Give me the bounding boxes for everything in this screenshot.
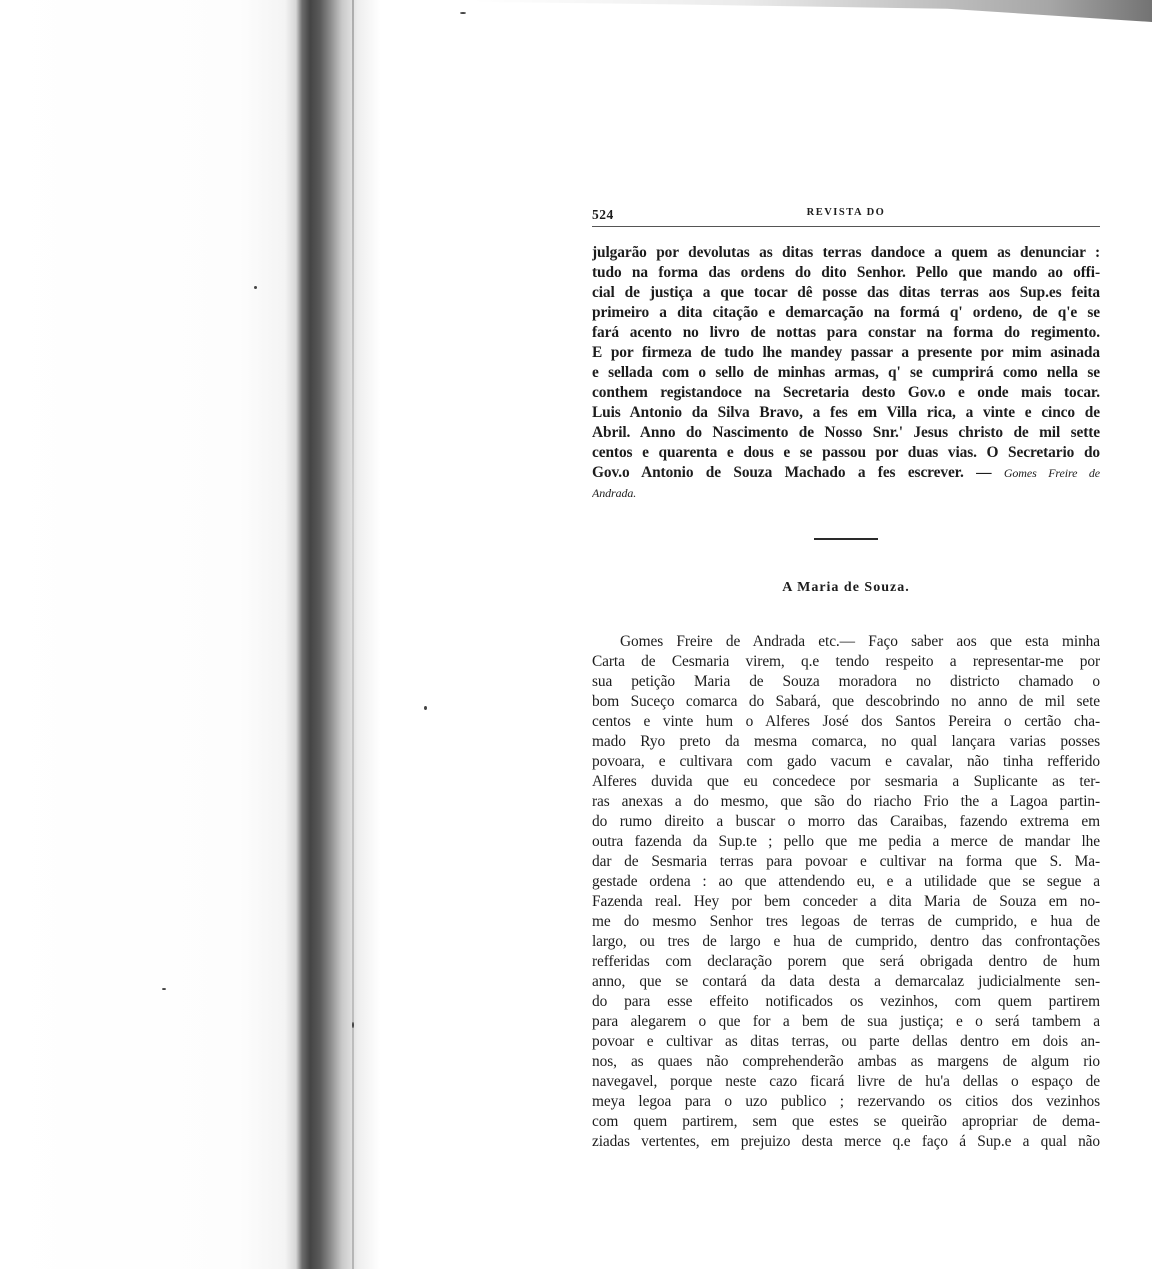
line-text: bom Suceço comarca do Sabará, que descobrindo no anno de mil sete	[592, 693, 1100, 710]
line-text: Alferes duvida que eu concedece por sesmaria a Suplicante as ter-	[592, 773, 1100, 790]
text-line	[592, 423, 1100, 443]
text-line	[592, 1072, 1100, 1092]
line-text: dar de Sesmaria terras para povoar e cultivar na forma que S. Ma-	[592, 853, 1100, 870]
text-line	[592, 1032, 1100, 1052]
text-line	[592, 852, 1100, 872]
line-text: Luis Antonio da Silva Bravo, a fes em Villa rica, a vinte e cinco de	[592, 404, 1100, 421]
text-line	[592, 383, 1100, 403]
running-head	[592, 200, 1100, 227]
book-gutter-shadow	[0, 0, 380, 1269]
journal-title: REVISTA DO	[806, 207, 886, 218]
text-line	[592, 263, 1100, 283]
scan-speck	[254, 286, 257, 289]
line-text: gestade ordena : ao que attendendo eu, e a utilidade que se segue a	[592, 873, 1100, 890]
section-separator	[814, 538, 878, 540]
text-line	[592, 483, 1100, 503]
line-text: primeiro a dita citação e demarcação na formá q' ordeno, de q'e se	[592, 304, 1100, 321]
scan-speck	[460, 12, 466, 14]
line-text: mado Ryo preto da mesma comarca, no qual lançara varias posses	[592, 733, 1100, 750]
text-line	[592, 972, 1100, 992]
text-line	[592, 832, 1100, 852]
scan-speck	[352, 1022, 354, 1028]
text-line	[592, 1112, 1100, 1132]
line-text: povoara, e cultivara com gado vacum e cavalar, não tinha refferido	[592, 753, 1100, 770]
book-page	[592, 200, 1100, 1152]
text-line	[592, 992, 1100, 1012]
text-line	[592, 932, 1100, 952]
spine-edge	[352, 0, 354, 1269]
text-line	[592, 712, 1100, 732]
line-text: largo, ou tres de largo e hua de cumprido, dentro das confrontações	[592, 933, 1100, 950]
text-line	[592, 323, 1100, 343]
scan-top-edge	[470, 0, 1152, 22]
text-line	[592, 732, 1100, 752]
text-line	[592, 243, 1100, 263]
line-text: Gov.o Antonio de Souza Machado a fes escrever. —	[592, 464, 992, 481]
line-text: meya legoa para o uzo publico ; rezervando os citios dos vezinhos	[592, 1093, 1100, 1110]
line-text: povoar e cultivar as ditas terras, ou parte dellas dentro em dois an-	[592, 1033, 1100, 1050]
line-text: julgarão por devolutas as ditas terras dandoce a quem as denunciar :	[592, 244, 1100, 261]
letter-continued	[592, 243, 1100, 503]
scan-speck	[162, 988, 166, 990]
line-text: navegavel, porque neste cazo ficará livre de hu'a dellas o espaço de	[592, 1073, 1100, 1090]
line-text: com quem partirem, sem que estes se queirão apropriar de dema-	[592, 1113, 1100, 1130]
line-text: do rumo direito a buscar o morro das Caraibas, fazendo extrema em	[592, 813, 1100, 830]
scan-speck	[424, 706, 427, 710]
line-text: centos e vinte hum o Alferes José dos Santos Pereira o certão cha-	[592, 713, 1100, 730]
line-text: fará acento no livro de nottas para constar na forma do regimento.	[592, 324, 1100, 341]
line-text: centos e quarenta e dous e se passou por duas vias. O Secretario do	[592, 444, 1100, 461]
text-line	[592, 672, 1100, 692]
page-number: 524	[592, 207, 614, 222]
line-text: conthem registandoce na Secretaria desto Gov.o e onde mais tocar.	[592, 384, 1100, 401]
text-line	[592, 892, 1100, 912]
line-text: tudo na forma das ordens do dito Senhor. Pello que mando ao offi-	[592, 264, 1100, 281]
text-line	[592, 912, 1100, 932]
line-text: ras anexas a do mesmo, que são do riacho Frio the a Lagoa partin-	[592, 793, 1100, 810]
line-text: para alegarem o que for a bem de sua justiça; e o será tambem a	[592, 1013, 1100, 1030]
text-line	[592, 363, 1100, 383]
text-line	[592, 812, 1100, 832]
line-text: anno, que se contará da data desta a demarcalaz judicialmente sen-	[592, 973, 1100, 990]
line-text: refferidas com declaração porem que será obrigada dentro de hum	[592, 953, 1100, 970]
text-line	[592, 463, 1100, 483]
text-line	[592, 952, 1100, 972]
text-line	[592, 403, 1100, 423]
line-text: e sellada com o sello de minhas armas, q' se cumprirá como nella se	[592, 364, 1100, 381]
text-line	[592, 1092, 1100, 1112]
line-text: sua petição Maria de Souza moradora no districto chamado o	[592, 673, 1100, 690]
text-line	[592, 1012, 1100, 1032]
text-line	[592, 792, 1100, 812]
text-line	[592, 443, 1100, 463]
line-text: cial de justiça a que tocar dê posse das ditas terras aos Sup.es feita	[592, 284, 1100, 301]
text-line	[592, 752, 1100, 772]
letter-maria-de-souza	[592, 632, 1100, 1152]
line-text: outra fazenda da Sup.te ; pello que me pedia a merce de mandar lhe	[592, 833, 1100, 850]
line-text: Abril. Anno do Nascimento de Nosso Snr.' Jesus christo de mil sette	[592, 424, 1100, 441]
section-heading: A Maria de Souza.	[782, 580, 910, 595]
line-text: Fazenda real. Hey por bem conceder a dita Maria de Souza em no-	[592, 893, 1100, 910]
text-line	[592, 1052, 1100, 1072]
line-text: E por firmeza de tudo lhe mandey passar a presente por mim asinada	[592, 344, 1100, 361]
text-line	[592, 303, 1100, 323]
text-line	[592, 772, 1100, 792]
signature-text: Gomes Freire de	[1003, 466, 1100, 480]
text-line	[592, 343, 1100, 363]
text-line	[592, 872, 1100, 892]
line-text: me do mesmo Senhor tres legoas de terras de cumprido, e hua de	[592, 913, 1100, 930]
line-text: Andrada.	[592, 486, 637, 500]
text-line	[592, 692, 1100, 712]
line-text: nos, as quaes não comprehenderão ambas as margens de algum rio	[592, 1053, 1100, 1070]
text-line	[592, 632, 1100, 652]
text-line	[592, 1132, 1100, 1152]
line-text: Carta de Cesmaria virem, q.e tendo respeito a representar-me por	[592, 653, 1100, 670]
text-line	[592, 283, 1100, 303]
line-text: ziadas vertentes, em prejuizo desta merce q.e faço á Sup.e a qual não	[592, 1133, 1100, 1150]
line-text: do para esse effeito notificados os vezinhos, com quem partirem	[592, 993, 1100, 1010]
text-line	[592, 652, 1100, 672]
line-text: Gomes Freire de Andrada etc.— Faço saber aos que esta minha	[620, 633, 1100, 650]
